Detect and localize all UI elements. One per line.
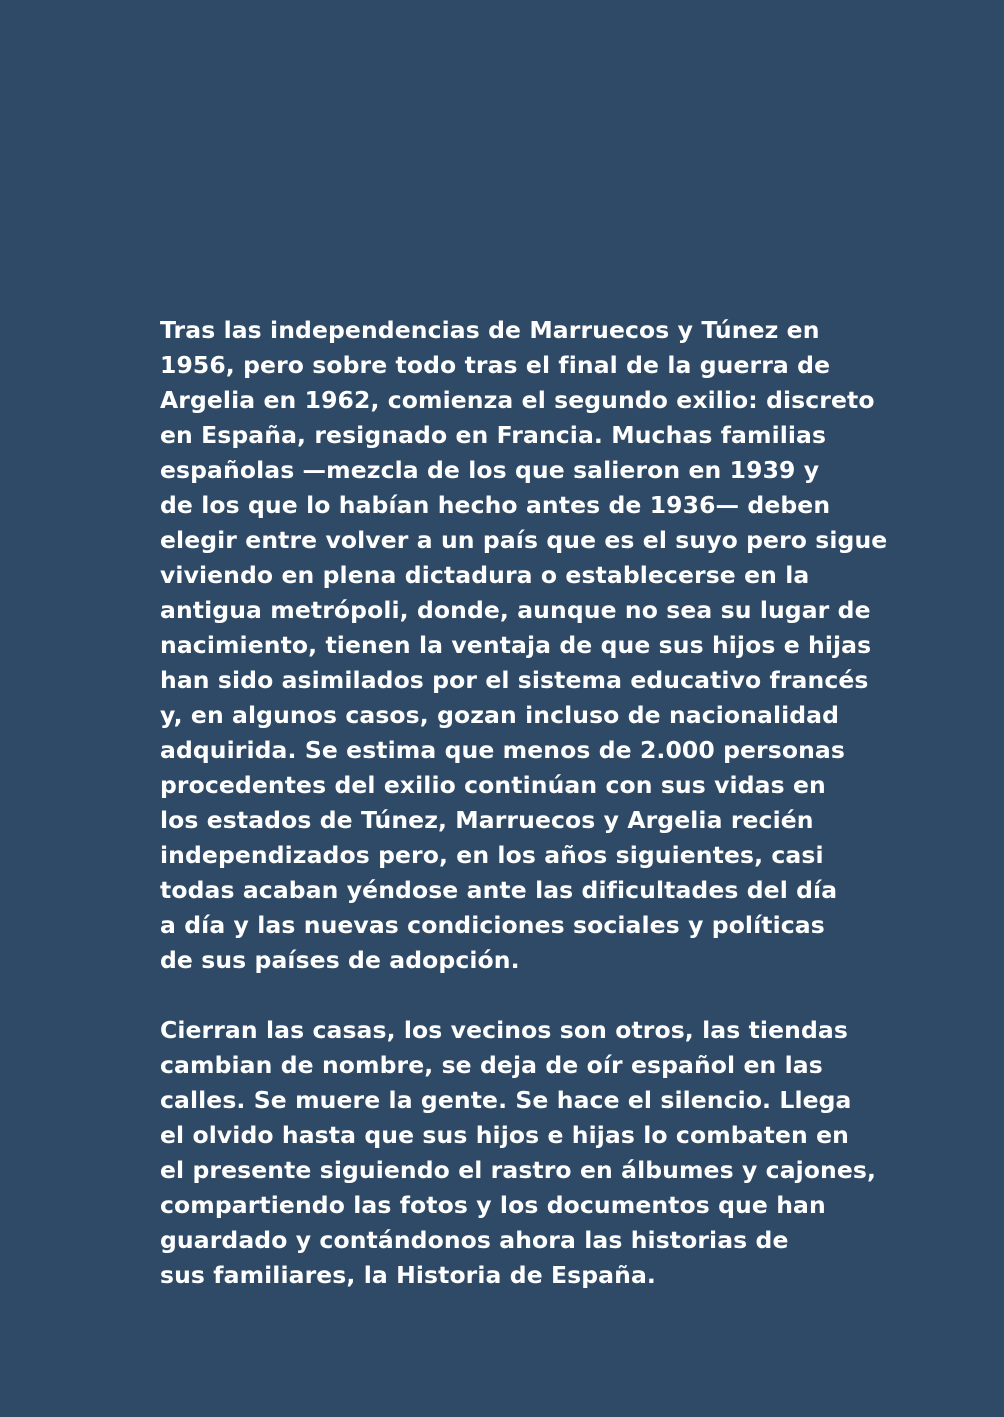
text-line: a día y las nuevas condiciones sociales y políticas (160, 911, 825, 939)
text-line: de los que lo habían hecho antes de 1936— deben (160, 491, 831, 519)
text-line: Cierran las casas, los vecinos son otros, las tiendas (160, 1016, 848, 1044)
text-line: Tras las independencias de Marruecos y Túnez en (160, 316, 820, 344)
text-line: sus familiares, la Historia de España. (160, 1261, 656, 1289)
text-line: guardado y contándonos ahora las historias de (160, 1226, 789, 1254)
text-line: independizados pero, en los años siguientes, casi (160, 841, 824, 869)
text-line: compartiendo las fotos y los documentos que han (160, 1191, 826, 1219)
text-line: antigua metrópoli, donde, aunque no sea su lugar de (160, 596, 871, 624)
text-line: nacimiento, tienen la ventaja de que sus hijos e hijas (160, 631, 872, 659)
text-line: de sus países de adopción. (160, 946, 520, 974)
text-line: adquirida. Se estima que menos de 2.000 personas (160, 736, 845, 764)
text-line: españolas —mezcla de los que salieron en 1939 y (160, 456, 820, 484)
text-line: el presente siguiendo el rastro en álbumes y cajones, (160, 1156, 877, 1184)
text-line: han sido asimilados por el sistema educativo francés (160, 666, 869, 694)
text-line: los estados de Túnez, Marruecos y Argelia recién (160, 806, 814, 834)
text-line: cambian de nombre, se deja de oír español en las (160, 1051, 823, 1079)
text-line: calles. Se muere la gente. Se hace el silencio. Llega (160, 1086, 852, 1114)
text-line: en España, resignado en Francia. Muchas familias (160, 421, 827, 449)
text-line: y, en algunos casos, gozan incluso de nacionalidad (160, 701, 840, 729)
text-line: el olvido hasta que sus hijos e hijas lo combaten en (160, 1121, 850, 1149)
text-line: elegir entre volver a un país que es el suyo pero sigue (160, 526, 888, 554)
paragraph-exile (160, 313, 920, 978)
text-line: viviendo en plena dictadura o establecerse en la (160, 561, 810, 589)
text-line: Argelia en 1962, comienza el segundo exilio: discreto (160, 386, 875, 414)
text-line: todas acaban yéndose ante las dificultades del día (160, 876, 838, 904)
text-line: 1956, pero sobre todo tras el final de la guerra de (160, 351, 831, 379)
paragraph-silence (160, 1013, 920, 1293)
text-line: procedentes del exilio continúan con sus vidas en (160, 771, 826, 799)
